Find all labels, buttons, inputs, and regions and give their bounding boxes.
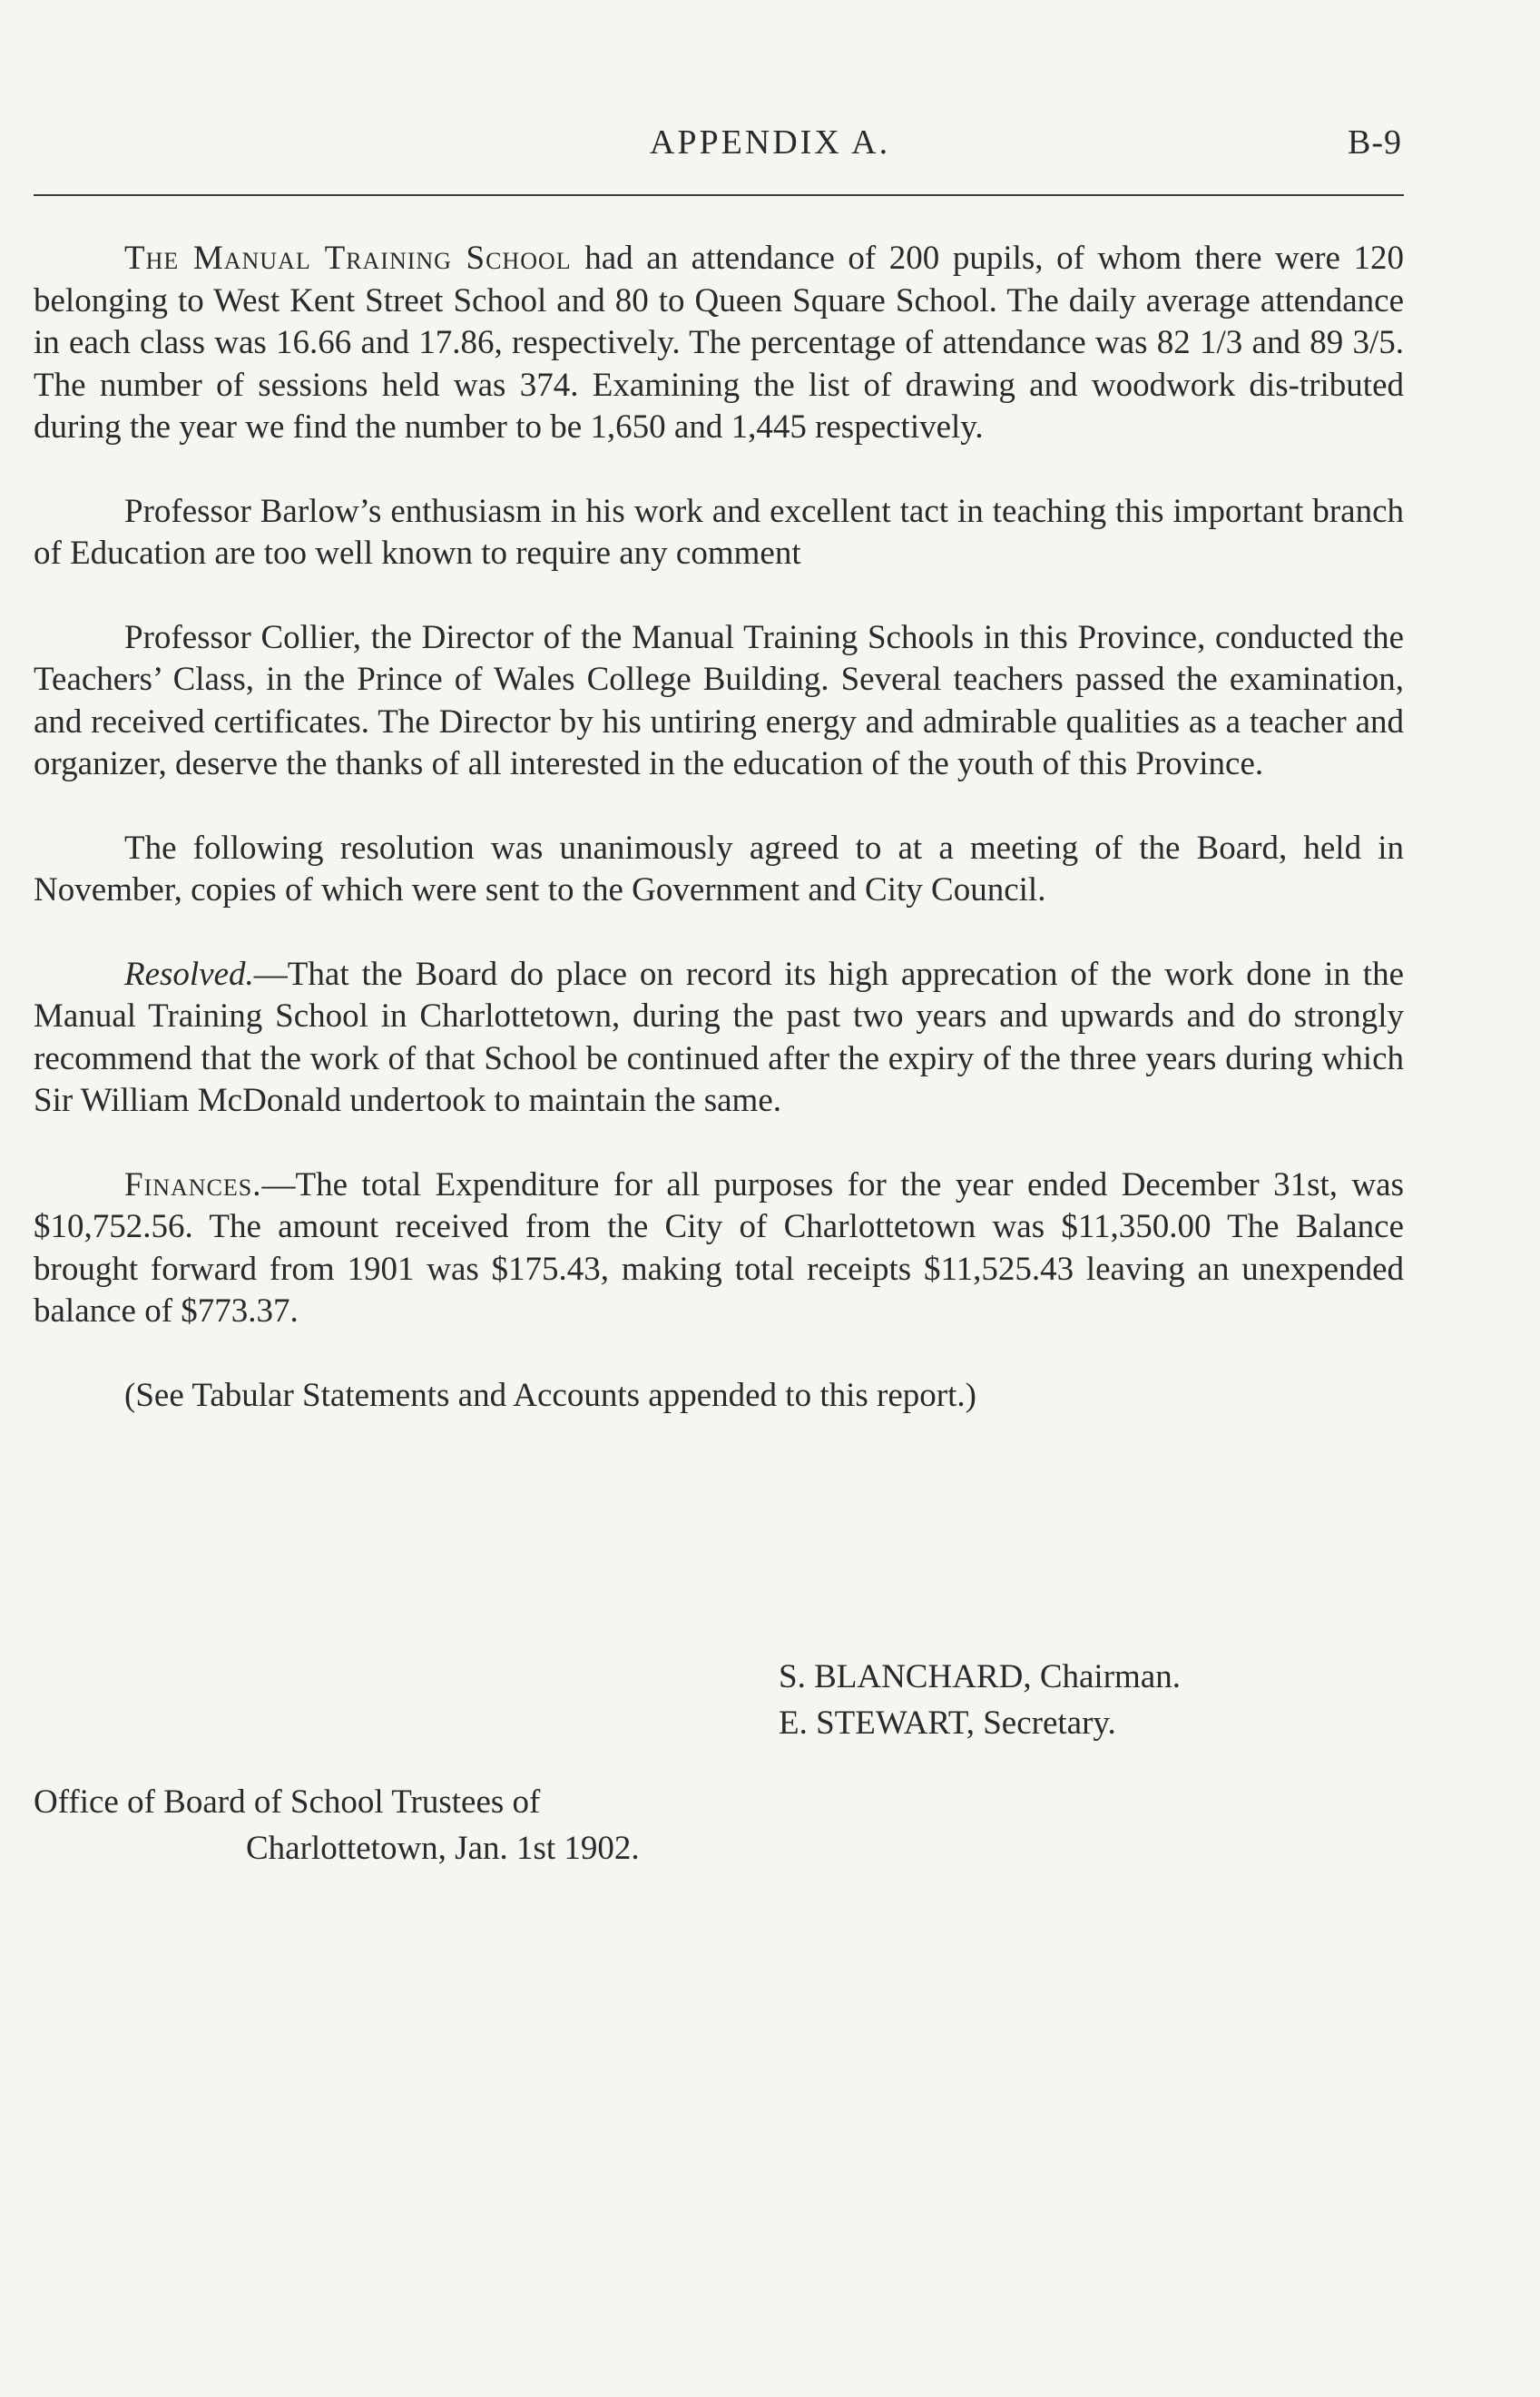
page-header	[0, 123, 1540, 168]
paragraph-text: —That the Board do place on record its high apprecation of the work done in the Manual Training School in Charlottetown, during the past two years and upwards and do strongly recommend that the work of that School be continued after the expiry of the three years during which Sir William McDonald undertook to maintain the same.	[34, 955, 1404, 1119]
paragraph-lead-italic: Resolved.	[124, 955, 254, 993]
paragraph-lead-caps: Finances.	[124, 1165, 262, 1203]
paragraph-text: Professor Barlow’s enthusiasm in his work and excellent tact in teaching this important branch of Education are too well known to require any comment	[34, 492, 1404, 572]
paragraph-text: Professor Collier, the Director of the Manual Training Schools in this Province, conducted the Teachers’ Class, in the Prince of Wales College Building. Several teachers passed the examination, and received certificates. The Director by his untiring energy and admirable qualities as a teacher and organizer, deserve the thanks of all interested in the education of the youth of this Province.	[34, 618, 1404, 782]
document-body	[34, 238, 1404, 1469]
office-line-1: Office of Board of School Trustees of	[34, 1783, 541, 1821]
paragraph-resolution-intro	[34, 828, 1404, 912]
office-line-2: Charlottetown, Jan. 1st 1902.	[246, 1830, 640, 1867]
paragraph-professor-barlow	[34, 491, 1404, 575]
header-rule	[34, 194, 1404, 196]
signature-block	[779, 1654, 1181, 1746]
secretary-signature: E. STEWART, Secretary.	[779, 1704, 1116, 1742]
paragraph-resolved	[34, 954, 1404, 1123]
paragraph-text: The following resolution was unanimously agreed to at a meeting of the Board, held in November, copies of which were sent to the Government and City Council.	[34, 829, 1404, 909]
paragraph-text: had an attendance of 200 pupils, of whom there were 120 belonging to West Kent Street School and 80 to Queen Square School. The daily average attendance in each class was 16.66 and 17.86, respectively. The percentage of attendance was 82 1/3 and 89 3/5. The number of sessions held was 374. Examining the list of drawing and woodwork dis-tributed during the year we find the number to be 1,650 and 1,445 respectively.	[34, 240, 1404, 446]
office-address	[34, 1779, 640, 1871]
paragraph-text: —The total Expenditure for all purposes for the year ended December 31st, was $10,752.56. The amount received from the City of Charlottetown was $11,350.00 The Balance brought forward from 1901 was $175.43, making total receipts $11,525.43 leaving an unexpended balance of $773.37.	[34, 1165, 1404, 1330]
chairman-signature: S. BLANCHARD, Chairman.	[779, 1658, 1181, 1695]
appended-note: (See Tabular Statements and Accounts appended to this report.)	[124, 1376, 976, 1414]
paragraph-finances	[34, 1164, 1404, 1333]
paragraph-lead-caps: The Manual Training School	[124, 240, 572, 277]
paragraph-manual-training-school	[34, 238, 1404, 449]
appendix-title: APPENDIX A.	[649, 123, 891, 162]
paragraph-professor-collier	[34, 617, 1404, 786]
page-number: B-9	[1348, 123, 1402, 162]
